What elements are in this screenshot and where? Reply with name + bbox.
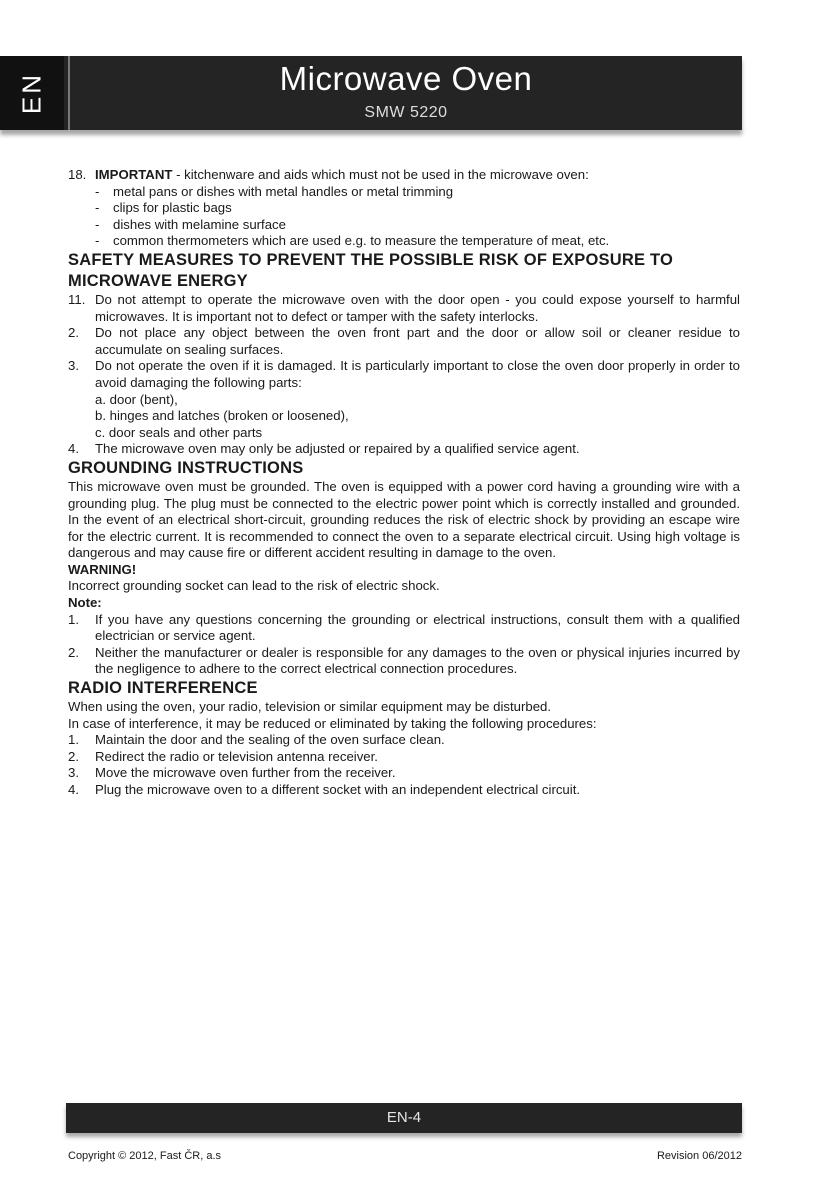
important-label: IMPORTANT (95, 167, 173, 182)
list-item: - metal pans or dishes with metal handles or metal trimming (95, 183, 454, 199)
radio-heading: RADIO INTERFERENCE (68, 679, 258, 698)
safety-heading: SAFETY MEASURES TO PREVENT THE POSSIBLE RISK OF EXPOSURE TO MICROWAVE ENERGY (68, 250, 673, 290)
damaged-part-item: b. hinges and latches (broken or loosened), (95, 408, 349, 424)
radio-intro-2: In case of interference, it may be reduced or eliminated by taking the following procedures: (68, 715, 597, 731)
warning-text: Incorrect grounding socket can lead to the risk of electric shock. (68, 578, 440, 594)
note-item: 2. Neither the manufacturer or dealer is responsible for any damages to the oven or physical injuries incurred by the negligence to adhere to the correct electrical connection procedures. (68, 644, 740, 677)
radio-item: 4. Plug the microwave oven to a different socket with an independent electrical circuit. (68, 782, 581, 797)
item-number: 18. (68, 167, 87, 182)
damaged-part-item: c. door seals and other parts (95, 424, 263, 440)
model-number: SMW 5220 (364, 104, 448, 121)
list-item: - clips for plastic bags (95, 200, 232, 216)
damaged-part-item: a. door (bent), (95, 391, 178, 407)
radio-item: 1. Maintain the door and the sealing of the oven surface clean. (68, 732, 445, 748)
language-code: EN (16, 71, 47, 115)
item-18-rest: - kitchenware and aids which must not be used in the microwave oven: (172, 167, 589, 182)
note-label: Note: (68, 595, 102, 611)
grounding-paragraph: This microwave oven must be grounded. The oven is equipped with a power cord having a grounding wire with a grounding plug. The plug must be connected to the electric power point which is correctly installed and grounded. In the event of an electrical short-circuit, grounding reduces the risk of electric shock by providing an escape wire for the electric current. It is recommended to connect the oven to a separate electrical circuit. Using high voltage is dangerous and may cause fire or different accident resulting in damage to the oven. (68, 478, 740, 561)
safety-item: 3. Do not operate the oven if it is damaged. It is particularly important to close the oven door properly in order to avoid damaging the following parts: (68, 358, 740, 390)
radio-item: 2. Redirect the radio or television antenna receiver. (68, 748, 378, 764)
language-tab (0, 56, 64, 130)
list-item: - common thermometers which are used e.g. to measure the temperature of meat, etc. (95, 233, 610, 249)
safety-item: 2. Do not place any object between the oven front part and the door or allow soil or cleaner residue to accumulate on sealing surfaces. (68, 325, 740, 357)
document-body (68, 167, 740, 799)
revision: Revision 06/2012 (656, 1150, 742, 1162)
note-item: 1. If you have any questions concerning the grounding or electrical instructions, consult them with a qualified electrician or service agent. (68, 611, 740, 644)
copyright: Copyright © 2012, Fast ČR, a.s (68, 1150, 222, 1162)
item-18-text (95, 167, 589, 184)
safety-item: 11. Do not attempt to operate the microwave oven with the door open - you could expose yourself to harmful microwaves. It is important not to defect or tamper with the safety interlocks. (68, 291, 740, 324)
grounding-heading: GROUNDING INSTRUCTIONS (68, 458, 304, 477)
page-title: Microwave Oven (279, 60, 533, 97)
radio-intro: When using the oven, your radio, television or similar equipment may be disturbed. (68, 699, 552, 715)
list-item: - dishes with melamine surface (95, 216, 286, 232)
warning-label: WARNING! (68, 561, 137, 577)
safety-item: 4. The microwave oven may only be adjusted or repaired by a qualified service agent. (68, 441, 580, 457)
radio-item: 3. Move the microwave oven further from the receiver. (68, 765, 396, 781)
item-18 (68, 167, 740, 184)
page-number: EN-4 (386, 1109, 422, 1126)
forbidden-kitchenware-list (95, 184, 740, 250)
